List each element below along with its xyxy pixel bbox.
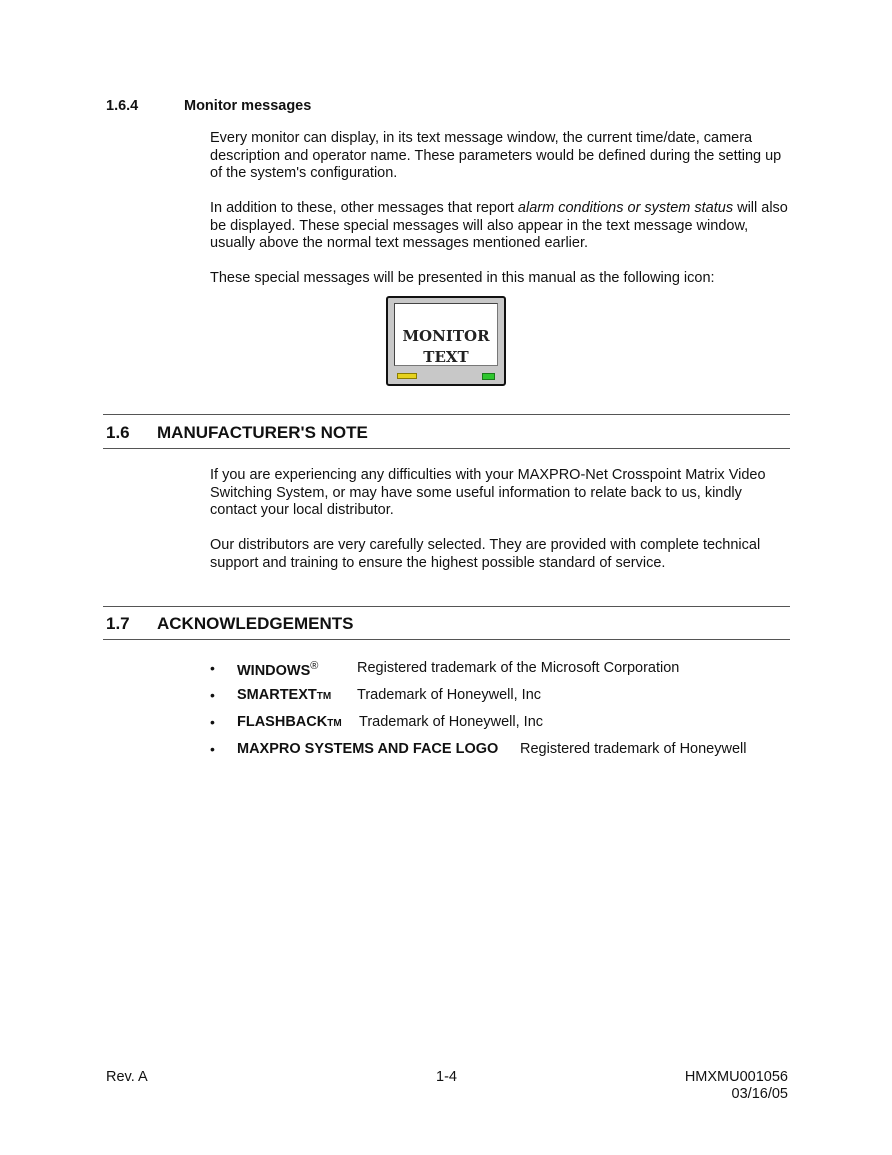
section-rule-bottom (103, 639, 790, 640)
ack-description: Registered trademark of the Microsoft Corporation (357, 660, 680, 676)
ack-description: Trademark of Honeywell, Inc (359, 714, 544, 730)
bullet: • (210, 687, 215, 703)
ack-term: SMARTEXTTM (237, 687, 332, 703)
section-rule-top (103, 606, 790, 607)
paragraph-2-emphasis: alarm conditions or system status (517, 200, 734, 216)
bullet: • (210, 741, 215, 757)
ack-term: MAXPRO SYSTEMS AND FACE LOGO (237, 741, 499, 757)
ack-description: Trademark of Honeywell, Inc (357, 687, 542, 703)
bullet: • (210, 660, 215, 676)
subsection-title: Monitor messages (184, 98, 312, 114)
ack-description: Registered trademark of Honeywell (520, 741, 747, 757)
monitor-yellow-led (397, 373, 417, 379)
footer-doc-id: HMXMU001056 (684, 1069, 788, 1085)
bullet: • (210, 714, 215, 730)
registered-mark: ® (310, 660, 319, 672)
ack-term: WINDOWS® (237, 660, 319, 679)
manufacturer-section-title: MANUFACTURER'S NOTE (157, 423, 368, 442)
manufacturer-paragraph-2: Our distributors are very carefully selected. They are provided with complete technical support and training to ensure the highest possible standard of service. (210, 537, 761, 571)
footer-date: 03/16/05 (731, 1086, 788, 1102)
ack-section-number: 1.7 (106, 614, 130, 633)
manufacturer-section-number: 1.6 (106, 423, 130, 442)
paragraph-2-tail: will also be displayed. These special messages will also appear in the text message window, usually above the normal text messages mentioned earlier. (210, 200, 788, 251)
ack-section-title: ACKNOWLEDGEMENTS (157, 614, 354, 633)
monitor-icon (386, 296, 506, 386)
monitor-messages-paragraph-3: These special messages will be presented in this manual as the following icon: (210, 270, 715, 286)
trademark-mark: TM (327, 718, 342, 729)
paragraph-2-lead: In addition to these, other messages that report (210, 200, 518, 216)
monitor-icon-line-1: MONITOR (402, 327, 490, 345)
trademark-mark: TM (316, 691, 332, 702)
monitor-screen (394, 303, 498, 366)
ack-term: FLASHBACKTM (237, 714, 342, 730)
section-rule-bottom (103, 448, 790, 449)
manufacturer-paragraph-1: If you are experiencing any difficulties with your MAXPRO-Net Crosspoint Matrix Video Switching System, or may have some useful information to relate back to us, kindly contact your local distributor. (210, 467, 766, 518)
monitor-messages-paragraph-2 (210, 200, 790, 253)
monitor-icon-line-2: TEXT (423, 348, 469, 366)
monitor-messages-paragraph-1: Every monitor can display, in its text message window, the current time/date, camera description and operator name. These parameters would be defined during the setting up of the system's configuration. (210, 130, 782, 181)
footer-revision: Rev. A (106, 1069, 148, 1085)
footer-page-number: 1-4 (436, 1069, 457, 1085)
subsection-number: 1.6.4 (106, 98, 139, 114)
section-rule-top (103, 414, 790, 415)
monitor-green-led (482, 373, 495, 380)
